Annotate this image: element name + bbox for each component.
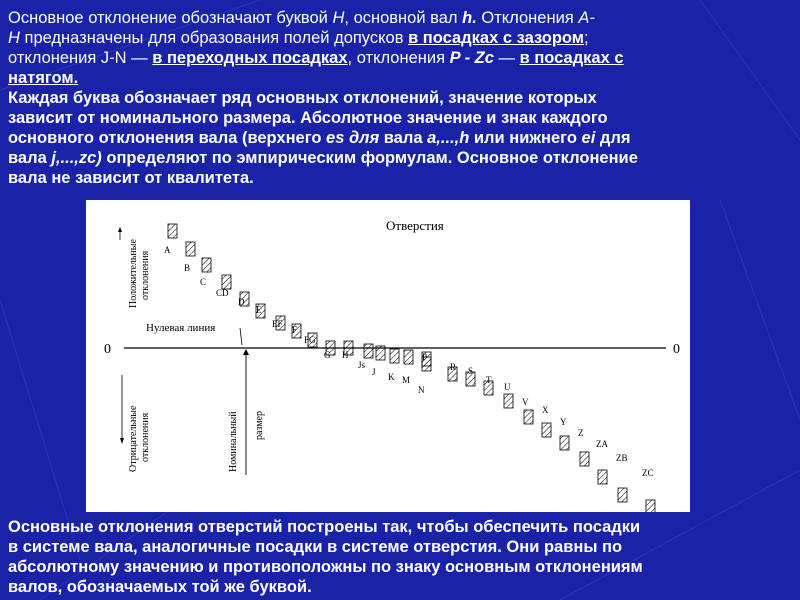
deviation-diagram-svg <box>86 200 690 512</box>
tolerance-field-k <box>390 349 399 363</box>
letter-label-b: B <box>184 263 191 273</box>
letter-label-j: J <box>372 367 376 377</box>
letter-label-cd: CD <box>216 288 229 298</box>
tolerance-field-v <box>524 410 533 424</box>
letter-label-zb: ZB <box>616 453 628 463</box>
zero-right: 0 <box>673 342 680 357</box>
zero-left: 0 <box>104 342 111 357</box>
zero-label-arrow <box>240 328 242 345</box>
tolerance-field-z <box>580 452 589 466</box>
letter-label-zc: ZC <box>642 468 654 478</box>
bottom-line2: в системе вала, аналогичные посадки в системе отверстия. Они равны по <box>8 538 623 556</box>
letter-label-y: Y <box>560 417 567 427</box>
letter-label-t: T <box>486 375 492 385</box>
tolerance-field-u <box>504 394 513 408</box>
letter-label-za: ZA <box>596 439 608 449</box>
negative-deviation-label <box>128 405 151 472</box>
tolerance-field-j <box>376 346 385 360</box>
letter-label-g: G <box>324 350 331 360</box>
positive-deviation-label <box>128 238 151 308</box>
paragraph2-line1: Каждая буква обозначает ряд основных отклонений, значение которых <box>8 89 597 107</box>
negative-arrowhead <box>120 438 124 444</box>
letter-label-c: C <box>200 277 207 287</box>
paragraph2-line4: вала j,...,zc) определяют по эмпирическим формулам. Основное отклонение <box>8 149 638 167</box>
tolerance-field-js <box>364 344 373 358</box>
letter-label-s: S <box>468 366 474 376</box>
positive-arrowhead <box>118 227 122 232</box>
letter-label-z: Z <box>578 428 584 438</box>
letter-label-fg: FG <box>304 335 316 345</box>
letter-label-k: K <box>388 372 395 382</box>
letter-label-m: M <box>402 375 411 385</box>
nominal-size-label <box>228 411 265 472</box>
paragraph2-line5: вала не зависит от квалитета. <box>8 169 254 187</box>
svg-text:отклонения: отклонения <box>140 412 151 462</box>
tolerance-field-zb <box>618 488 627 502</box>
tolerance-field-a <box>168 224 177 238</box>
svg-text:Положительные: Положительные <box>128 239 139 308</box>
diagram-title: Отверстия <box>386 218 444 233</box>
tolerance-field-y <box>560 436 569 450</box>
bottom-line3: абсолютному значению и противоположны по знаку основным отклонениям <box>8 558 643 576</box>
zero-line-label: Нулевая линия <box>146 322 216 334</box>
letter-label-p: P <box>422 352 428 362</box>
paragraph2-line2: зависит от номинального размера. Абсолютное значение и знак каждого <box>8 109 608 127</box>
letter-label-x: X <box>542 405 549 415</box>
tolerance-field-za <box>598 470 607 484</box>
nominal-size-arrowhead <box>243 349 249 355</box>
svg-text:размер: размер <box>254 410 265 440</box>
bottom-line4: валов, обозначаемых той же буквой. <box>8 578 312 596</box>
paragraph1-line2: H предназначены для образования полей допусков в посадках с зазором; <box>8 29 589 47</box>
letter-label-js: Js <box>358 360 366 370</box>
bottom-text <box>8 517 794 597</box>
deviation-diagram <box>86 200 690 512</box>
svg-text:отклонения: отклонения <box>140 250 151 300</box>
bottom-line1: Основные отклонения отверстий построены так, чтобы обеспечить посадки <box>8 518 641 536</box>
letter-label-f: F <box>292 325 298 335</box>
svg-text:Номинальный: Номинальный <box>228 411 239 472</box>
letter-label-d: D <box>238 297 245 307</box>
paragraph1-line1: Основное отклонение обозначают буквой H, основной вал h. Отклонения A- <box>8 9 595 27</box>
svg-text:Отрицательные: Отрицательные <box>128 405 139 472</box>
tolerance-field-x <box>542 423 551 437</box>
letter-label-ef: EF <box>272 319 283 329</box>
tolerance-field-cd <box>222 275 231 289</box>
letter-label-n: N <box>418 385 425 395</box>
letter-label-v: V <box>522 397 529 407</box>
letter-label-h: H <box>342 350 349 360</box>
tolerance-field-zc <box>646 500 655 512</box>
letter-label-r: R <box>450 362 457 372</box>
letter-label-a: A <box>164 245 171 255</box>
paragraph1-line4: натягом. <box>8 69 79 87</box>
letter-label-e: E <box>256 305 262 315</box>
paragraph1-line3: отклонения J-N — в переходных посадках, отклонения P - Zc — в посадках с <box>8 49 624 67</box>
tolerance-field-m <box>404 350 413 364</box>
letter-label-u: U <box>504 382 511 392</box>
description-text <box>8 8 794 188</box>
tolerance-field-c <box>202 258 211 272</box>
paragraph2-line3: основного отклонения вала (верхнего es для вала a,...,h или нижнего ei для <box>8 129 631 147</box>
tolerance-field-b <box>186 242 195 256</box>
